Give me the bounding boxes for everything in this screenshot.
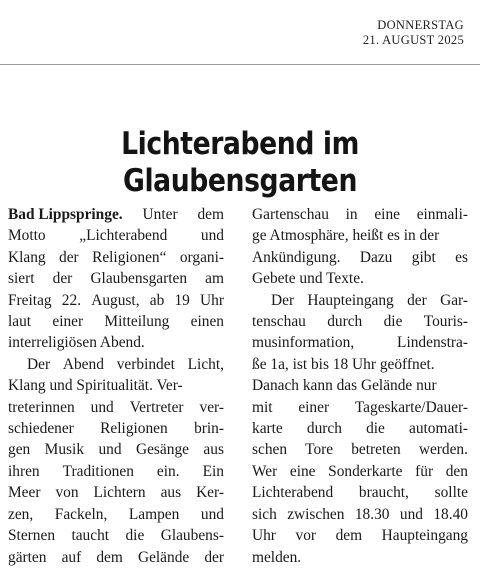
article-location: Bad Lippspringe. bbox=[8, 206, 123, 223]
text-word: ihren bbox=[8, 462, 40, 480]
text-word: Ker- bbox=[196, 484, 224, 502]
text-word: Haupteingang bbox=[381, 527, 468, 545]
text-word: der bbox=[407, 291, 427, 309]
text-word: es bbox=[455, 248, 468, 266]
text-word: in bbox=[345, 206, 358, 223]
text-line bbox=[252, 461, 468, 482]
text-word: aus bbox=[203, 441, 224, 459]
text-line bbox=[8, 504, 224, 525]
text-line bbox=[8, 332, 224, 353]
text-word: einmali- bbox=[416, 206, 468, 223]
text-word: werden. bbox=[418, 441, 468, 459]
text-line bbox=[252, 482, 468, 503]
text-word: sich bbox=[252, 505, 277, 523]
text-word: von bbox=[55, 484, 79, 502]
text-word: 22. bbox=[61, 291, 82, 309]
text-word: Gar- bbox=[440, 291, 468, 309]
text-word: musinformation, bbox=[252, 334, 355, 352]
text-word: Der bbox=[271, 291, 295, 309]
text-word: Uhr bbox=[200, 291, 224, 309]
text-word: brin- bbox=[194, 420, 224, 438]
text-word: und bbox=[98, 441, 122, 459]
text-word: vor bbox=[295, 527, 317, 545]
text-word: karte bbox=[252, 420, 283, 438]
text-word: laut bbox=[8, 313, 32, 331]
text-word: am bbox=[205, 270, 224, 288]
text-word: Uhr bbox=[252, 527, 276, 545]
text-word: Dazu bbox=[359, 248, 393, 266]
text-word: den bbox=[445, 462, 468, 480]
text-word: aus bbox=[160, 484, 182, 502]
text-word: Sternen bbox=[8, 527, 56, 545]
text-word: Sonderkarte bbox=[328, 462, 403, 480]
text-line bbox=[8, 547, 224, 568]
text-line bbox=[252, 354, 468, 375]
text-word: 18.30 bbox=[354, 505, 390, 523]
text-word: interreligiösen Abend. bbox=[8, 334, 145, 352]
text-word: dem bbox=[335, 527, 363, 545]
text-line bbox=[252, 504, 468, 525]
text-line bbox=[8, 354, 224, 375]
text-word: Motto bbox=[8, 227, 46, 245]
text-word: Glaubensgarten bbox=[90, 270, 188, 288]
text-word: Lindenstra- bbox=[397, 334, 468, 352]
text-word: Glaubens- bbox=[160, 527, 224, 545]
text-word: siert bbox=[8, 270, 35, 288]
text-word: der bbox=[204, 548, 224, 566]
header-rule bbox=[0, 64, 480, 65]
text-line bbox=[8, 290, 224, 311]
text-word: und bbox=[200, 227, 224, 245]
text-word: Tore bbox=[305, 441, 334, 459]
text-line bbox=[8, 225, 224, 246]
text-word: eine bbox=[374, 206, 400, 223]
article-headline bbox=[34, 126, 447, 200]
text-line bbox=[8, 439, 224, 460]
text-word: die bbox=[125, 527, 145, 545]
headline-line-1: Lichterabend im bbox=[121, 126, 359, 162]
text-word: verbindet bbox=[116, 355, 175, 373]
dateline bbox=[363, 18, 464, 48]
text-word: und bbox=[399, 505, 423, 523]
text-word: Lampen bbox=[128, 505, 180, 523]
text-word: ver- bbox=[199, 398, 224, 416]
text-line bbox=[252, 439, 468, 460]
text-line bbox=[252, 247, 468, 268]
text-line bbox=[8, 482, 224, 503]
text-word: organi- bbox=[179, 248, 224, 266]
dateline-weekday: DONNERSTAG bbox=[377, 18, 464, 32]
text-line bbox=[8, 268, 224, 289]
text-line bbox=[8, 525, 224, 546]
text-word: Klang bbox=[8, 248, 46, 266]
text-word: Der bbox=[27, 355, 51, 373]
text-word: eine bbox=[289, 462, 316, 480]
text-word: Gelände bbox=[137, 548, 190, 566]
text-word: Abend bbox=[62, 355, 104, 373]
text-word: Tageskarte/Dauer- bbox=[354, 398, 468, 416]
article-body bbox=[8, 204, 468, 568]
text-word: die bbox=[366, 420, 385, 438]
text-word: und bbox=[200, 505, 224, 523]
text-word: ab bbox=[149, 291, 165, 309]
text-word: gen bbox=[8, 441, 31, 459]
text-word: Touris- bbox=[423, 313, 468, 331]
text-line bbox=[252, 375, 468, 396]
text-word: Danach kann das Gelände nur bbox=[252, 377, 437, 395]
text-word: Fackeln, bbox=[54, 505, 108, 523]
text-word: einen bbox=[190, 313, 224, 331]
text-word: Gartenschau bbox=[252, 206, 329, 223]
text-line bbox=[252, 311, 468, 332]
text-word: ge Atmosphäre, heißt es in der bbox=[252, 227, 440, 245]
text-line bbox=[252, 525, 468, 546]
text-line bbox=[8, 418, 224, 439]
text-line bbox=[252, 397, 468, 418]
text-word: Vertreter bbox=[129, 398, 184, 416]
text-word: Klang und Spiritualität. Ver- bbox=[8, 377, 183, 395]
text-word: Licht, bbox=[187, 355, 224, 373]
text-word: ein. bbox=[156, 462, 180, 480]
text-word: braucht, bbox=[358, 484, 409, 502]
text-word: einer bbox=[52, 313, 84, 331]
text-word: dem bbox=[197, 206, 224, 223]
text-line bbox=[252, 268, 468, 289]
text-word: Meer bbox=[8, 484, 41, 502]
dateline-date: 21. AUGUST 2025 bbox=[362, 33, 464, 47]
text-line bbox=[8, 311, 224, 332]
text-word: der bbox=[59, 248, 79, 266]
text-word: Religionen“ bbox=[92, 248, 167, 266]
text-word: tenschau bbox=[252, 313, 306, 331]
text-word: melden. bbox=[252, 548, 302, 566]
text-word: gärten bbox=[8, 548, 47, 566]
text-line bbox=[252, 547, 468, 568]
text-word: Wer bbox=[252, 462, 278, 480]
text-line bbox=[8, 247, 224, 268]
text-word: dem bbox=[96, 548, 123, 566]
text-word: einer bbox=[298, 398, 330, 416]
text-word: Unter bbox=[142, 206, 178, 223]
text-word: mit bbox=[252, 398, 273, 416]
text-word: sollte bbox=[434, 484, 468, 502]
text-word: Musik bbox=[44, 441, 85, 459]
text-word: der bbox=[52, 270, 73, 288]
text-word: August, bbox=[91, 291, 140, 309]
text-word: Freitag bbox=[8, 291, 52, 309]
text-word: gibt bbox=[411, 248, 436, 266]
text-word: auf bbox=[61, 548, 82, 566]
text-line bbox=[252, 225, 468, 246]
text-line bbox=[8, 204, 224, 225]
text-word: Gesänge bbox=[135, 441, 189, 459]
text-word: zwischen bbox=[287, 505, 345, 523]
text-word: schiedener bbox=[8, 420, 74, 438]
text-line bbox=[8, 375, 224, 396]
text-line bbox=[252, 418, 468, 439]
text-word: durch bbox=[327, 313, 363, 331]
text-word: schen bbox=[252, 441, 288, 459]
text-word: durch bbox=[306, 420, 342, 438]
text-word: und bbox=[90, 398, 114, 416]
article-column-2 bbox=[252, 204, 468, 568]
text-word: 18.40 bbox=[433, 505, 468, 523]
text-word: Lichtern bbox=[93, 484, 146, 502]
text-word: die bbox=[383, 313, 403, 331]
text-word: zen, bbox=[8, 505, 34, 523]
text-word: Ein bbox=[202, 462, 224, 480]
text-word: Traditionen bbox=[62, 462, 134, 480]
text-word: betreten bbox=[351, 441, 401, 459]
article-column-1 bbox=[8, 204, 224, 568]
text-word: ße 1a, ist bis 18 Uhr geöffnet. bbox=[252, 355, 435, 373]
text-word: Gebete und Texte. bbox=[252, 270, 364, 288]
text-word: Haupteingang bbox=[307, 291, 394, 309]
text-word: taucht bbox=[71, 527, 110, 545]
text-line bbox=[252, 332, 468, 353]
text-word: automati- bbox=[409, 420, 468, 438]
text-word: Mitteilung bbox=[104, 313, 170, 331]
text-word: „Lichterabend bbox=[79, 227, 168, 245]
text-word: 19 bbox=[174, 291, 190, 309]
text-line bbox=[252, 290, 468, 311]
text-word: Lichterabend bbox=[252, 484, 334, 502]
text-line bbox=[8, 461, 224, 482]
text-word: für bbox=[415, 462, 434, 480]
text-word: Religionen bbox=[100, 420, 168, 438]
text-word: Ankündigung. bbox=[252, 248, 341, 266]
text-word: treterinnen bbox=[8, 398, 75, 416]
text-line bbox=[8, 397, 224, 418]
text-line bbox=[252, 204, 468, 225]
headline-line-2: Glaubensgarten bbox=[122, 163, 358, 199]
